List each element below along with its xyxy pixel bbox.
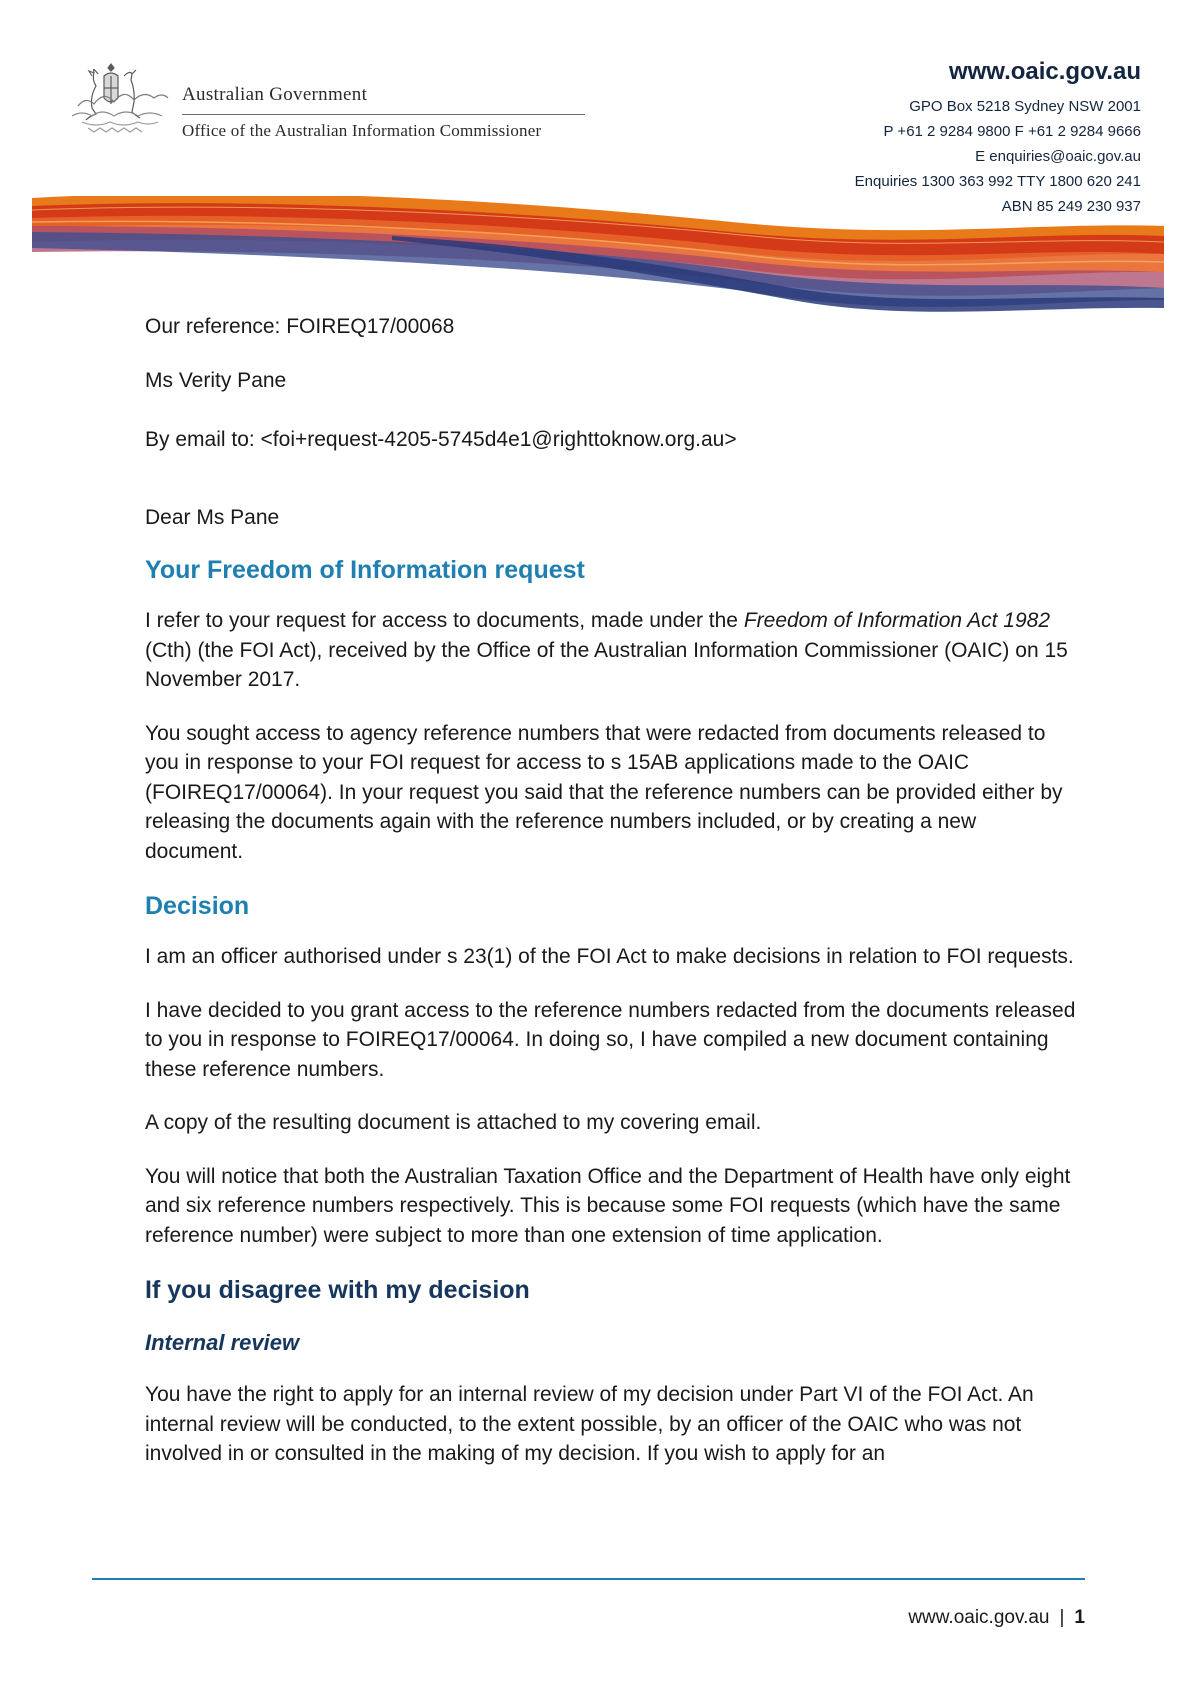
paragraph-decision: I have decided to you grant access to the reference numbers redacted from the documents released to you in response to FOIREQ17/00064. In doing so, I have compiled a new document containing these reference numbers. bbox=[145, 998, 1076, 1081]
coat-of-arms-logo bbox=[68, 62, 170, 142]
page-footer bbox=[908, 1607, 1085, 1629]
letter-body bbox=[145, 312, 1080, 1493]
paragraph-reference-counts: You will notice that both the Australian Taxation Office and the Department of Health have only eight and six reference numbers respectively. This is because some FOI requests (which have the same reference number) were subject to more than one extension of time application. bbox=[145, 1164, 1071, 1247]
paragraph-request-intro-a: I refer to your request for access to documents, made under the bbox=[145, 609, 744, 632]
contact-phone-fax: P +61 2 9284 9800 F +61 2 9284 9666 bbox=[883, 123, 1141, 140]
salutation: Dear Ms Pane bbox=[145, 505, 280, 529]
paragraph-request-intro bbox=[145, 606, 1080, 695]
heading-internal-review: Internal review bbox=[145, 1330, 300, 1355]
footer-website: www.oaic.gov.au bbox=[908, 1607, 1050, 1628]
our-reference: Our reference: FOIREQ17/00068 bbox=[145, 315, 455, 338]
office-name: Office of the Australian Information Commissioner bbox=[182, 121, 542, 140]
contact-abn: ABN 85 249 230 937 bbox=[1001, 198, 1141, 215]
page-number: 1 bbox=[1074, 1607, 1085, 1628]
contact-enquiries: Enquiries 1300 363 992 TTY 1800 620 241 bbox=[854, 173, 1141, 190]
act-title: Freedom of Information Act 1982 bbox=[743, 609, 1051, 632]
contact-email: E enquiries@oaic.gov.au bbox=[975, 148, 1141, 165]
paragraph-internal-review: You have the right to apply for an internal review of my decision under Part VI of the FOI Act. An internal review will be conducted, to the extent possible, by an officer of the OAIC who was not involved in or consulted in the making of my decision. If you wish to apply for an bbox=[145, 1383, 1034, 1465]
recipient-email: By email to: <foi+request-4205-5745d4e1@righttoknow.org.au> bbox=[145, 428, 737, 451]
ribbon-swoosh-graphic bbox=[32, 196, 1164, 324]
heading-foi-request: Your Freedom of Information request bbox=[145, 556, 585, 584]
heading-disagree: If you disagree with my decision bbox=[145, 1276, 530, 1304]
government-branding bbox=[182, 84, 585, 141]
branding-divider bbox=[182, 114, 585, 115]
government-name: Australian Government bbox=[182, 84, 368, 105]
footer-divider bbox=[92, 1578, 1085, 1580]
contact-block bbox=[855, 58, 1141, 219]
paragraph-authorised-officer: I am an officer authorised under s 23(1) of the FOI Act to make decisions in relation to FOI requests. bbox=[145, 945, 1074, 968]
header-website: www.oaic.gov.au bbox=[948, 58, 1141, 85]
paragraph-attachment: A copy of the resulting document is attached to my covering email. bbox=[145, 1111, 762, 1134]
paragraph-access-sought: You sought access to agency reference numbers that were redacted from documents released to you in response to your FOI request for access to s 15AB applications made to the OAIC (FOIREQ17/00064). In your request you said that the reference numbers can be provided either by releasing the documents again with the reference numbers included, or by creating a new document. bbox=[145, 721, 1063, 863]
heading-decision: Decision bbox=[145, 892, 250, 920]
footer-separator: | bbox=[1059, 1607, 1065, 1628]
paragraph-request-intro-b: (Cth) (the FOI Act), received by the Office of the Australian Information Commissioner (OAIC) on 15 November 2017. bbox=[145, 638, 1068, 691]
recipient-name: Ms Verity Pane bbox=[145, 368, 287, 392]
contact-address: GPO Box 5218 Sydney NSW 2001 bbox=[909, 98, 1141, 115]
